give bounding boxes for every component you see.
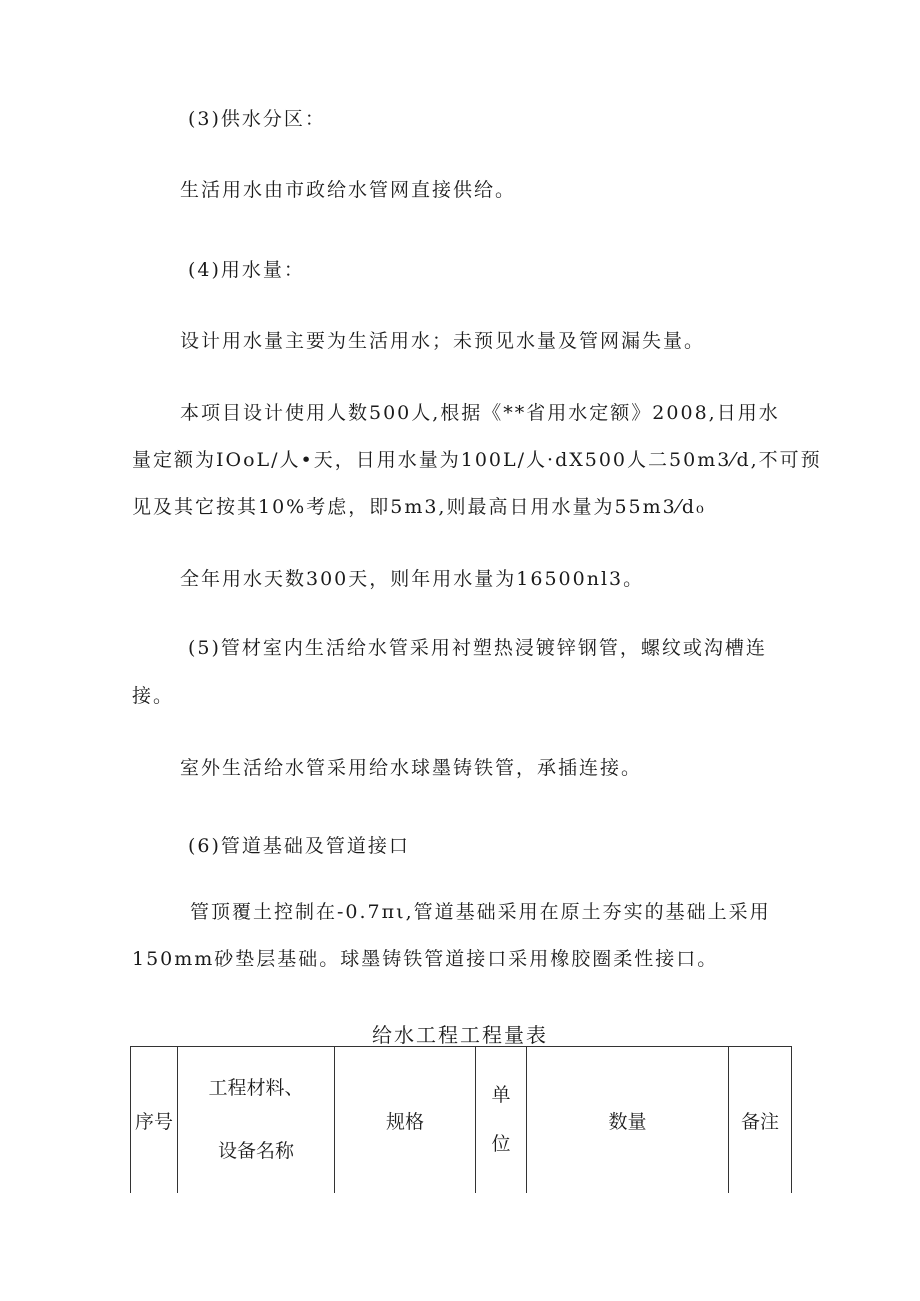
paragraph-design-usage: 设计用水量主要为生活用水；未预见水量及管网漏失量。: [180, 330, 706, 352]
paragraph-water-usage-heading: (4)用水量：: [188, 259, 305, 281]
header-remark: 备注: [729, 1047, 792, 1194]
header-material: [178, 1047, 335, 1194]
header-unit: [476, 1047, 527, 1194]
paragraph-calc-line-3: 见及其它按其10%考虑，即5m3,则最高日用水量为55m3⁄d₀: [132, 496, 706, 518]
paragraph-calc-line-2: 量定额为IOoL/人•天，日用水量为100L/人·dX500人二50m3⁄d,不可预: [132, 449, 822, 471]
paragraph-outdoor-pipe: 室外生活给水管采用给水球墨铸铁管，承插连接。: [180, 757, 643, 779]
table-title: 给水工程工程量表: [372, 1023, 548, 1047]
quantity-table: [130, 1046, 792, 1193]
header-no: 序号: [131, 1047, 178, 1194]
header-unit-line-2: 位: [491, 1133, 511, 1155]
paragraph-annual-usage: 全年用水天数300天，则年用水量为16500nl3。: [180, 568, 645, 590]
paragraph-calc-line-1: 本项目设计使用人数500人,根据《**省用水定额》2008,日用水: [180, 402, 780, 424]
paragraph-water-zone-heading: (3)供水分区：: [188, 108, 326, 130]
paragraph-water-supply: 生活用水由市政给水管网直接供给。: [180, 179, 517, 201]
paragraph-foundation-line-1: 管顶覆土控制在-0.7πι,管道基础采用在原土夯实的基础上采用: [190, 901, 771, 923]
header-quantity: 数量: [527, 1047, 729, 1194]
paragraph-foundation-line-2: 150mm砂垫层基础。球墨铸铁管道接口采用橡胶圈柔性接口。: [132, 948, 719, 970]
paragraph-pipe-foundation-heading: (6)管道基础及管道接口: [188, 835, 410, 857]
paragraph-pipe-material-line-2: 接。: [132, 685, 175, 707]
paragraph-pipe-material-line-1: (5)管材室内生活给水管采用衬塑热浸镀锌钢管，螺纹或沟槽连: [188, 637, 767, 659]
header-spec: 规格: [335, 1047, 476, 1194]
header-material-line-2: 设备名称: [217, 1140, 294, 1162]
table-header-row: [131, 1047, 792, 1194]
header-material-line-1: 工程材料、: [208, 1077, 304, 1100]
header-unit-line-1: 单: [491, 1084, 511, 1107]
